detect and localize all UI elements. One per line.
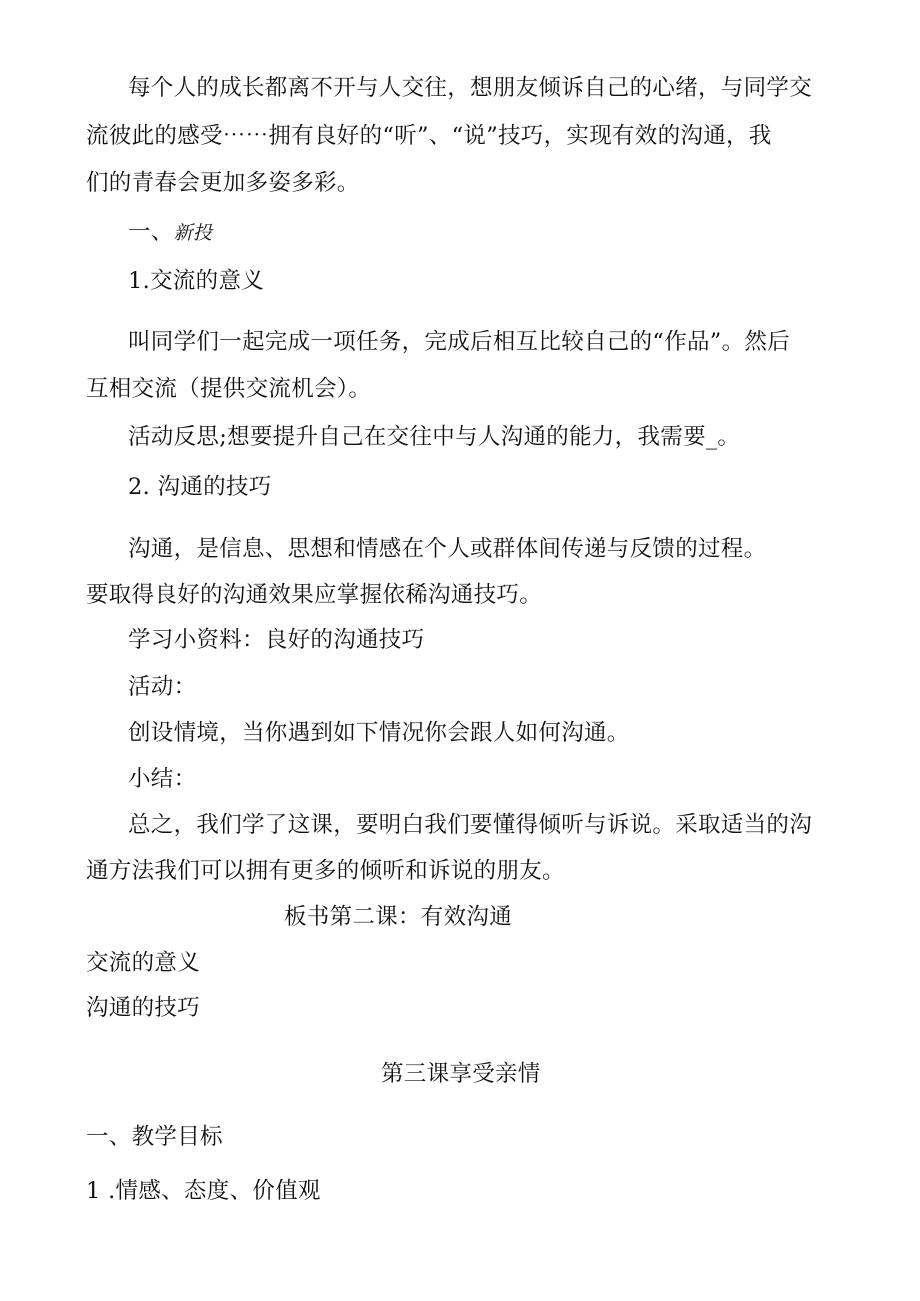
lesson3-title: 第三课享受亲情 [381,1061,541,1087]
intro-line-2: 流彼此的感受⋯⋯拥有良好的“听”、“说”技巧，实现有效的沟通，我 [86,123,772,149]
lesson3-goal-1: 1 .情感、态度、价值观 [86,1178,321,1204]
item1-reflection: 活动反思;想要提升自己在交往中与人沟通的能力，我需要_。 [128,424,741,450]
board-point-1: 交流的意义 [86,950,201,976]
section-one-title: 新投 [173,222,213,244]
item2-scenario: 创设情境，当你遇到如下情况你会跟人如何沟通。 [128,720,630,746]
item2-def-line-1: 沟通，是信息、思想和情感在个人或群体间传递与反馈的过程。 [128,536,767,562]
intro-line-1: 每个人的成长都离不开与人交往，想朋友倾诉自己的心绪，与同学交 [128,75,813,101]
item1-heading: 1.交流的意义 [128,268,265,294]
lesson3-goals-heading: 一、教学目标 [86,1124,223,1150]
item2-material: 学习小资料：良好的沟通技巧 [128,627,425,653]
item2-heading: 2. 沟通的技巧 [128,474,272,500]
item2-summary-line-1: 总之，我们学了这课，要明白我们要懂得倾听与诉说。采取适当的沟 [128,812,813,838]
item2-activity: 活动： [128,674,197,700]
item2-summary-line-2: 通方法我们可以拥有更多的倾听和诉说的朋友。 [86,858,565,884]
item1-para-line-1: 叫同学们一起完成一项任务，完成后相互比较自己的“作品”。然后 [128,329,791,355]
item2-summary-label: 小结： [128,766,197,792]
intro-line-3: 们的青春会更加多姿多彩。 [86,170,360,196]
section-one-heading [128,221,212,244]
board-title: 板书第二课：有效沟通 [284,904,513,930]
item2-def-line-2: 要取得良好的沟通效果应掌握依稀沟通技巧。 [86,582,543,608]
board-point-2: 沟通的技巧 [86,995,201,1021]
section-one-prefix: 一、 [128,219,174,245]
item1-para-line-2: 互相交流（提供交流机会）。 [86,376,372,402]
